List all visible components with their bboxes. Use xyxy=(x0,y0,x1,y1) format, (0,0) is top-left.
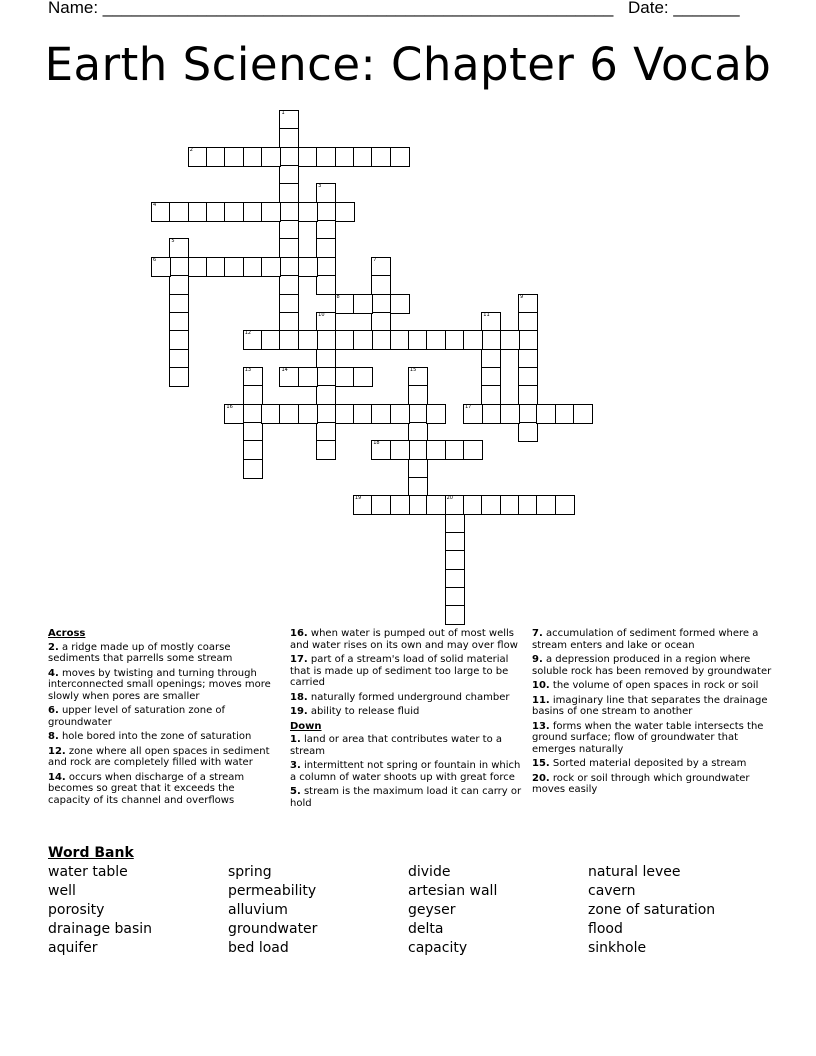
clue-number: 3 xyxy=(318,183,322,190)
crossword-cell[interactable] xyxy=(353,330,373,350)
crossword-cell[interactable] xyxy=(555,495,575,515)
crossword-cell[interactable] xyxy=(261,147,281,167)
clue-across-16: 16. when water is pumped out of most wells and water rises on its own and may over flow xyxy=(290,628,518,651)
crossword-cell[interactable] xyxy=(518,330,538,350)
crossword-cell[interactable] xyxy=(188,202,208,222)
clue-across-17: 17. part of a stream's load of solid material that is made up of sediment too large to be carried xyxy=(290,654,509,688)
crossword-cell[interactable] xyxy=(390,440,410,460)
crossword-cell[interactable] xyxy=(371,147,391,167)
crossword-cell[interactable] xyxy=(279,367,299,387)
crossword-cell[interactable] xyxy=(408,422,428,442)
name-field-label[interactable]: Name: ______________________________________________________ xyxy=(48,0,614,17)
word-bank-item: geyser xyxy=(408,902,456,918)
crossword-cell[interactable] xyxy=(518,349,538,369)
crossword-cell[interactable] xyxy=(445,569,465,589)
crossword-cell[interactable] xyxy=(169,330,189,350)
crossword-cell[interactable] xyxy=(518,312,538,332)
word-bank-item: natural levee xyxy=(588,864,681,880)
clue-number: 13 xyxy=(244,366,252,373)
clue-number: 16 xyxy=(226,403,233,410)
crossword-cell[interactable] xyxy=(316,422,336,442)
crossword-cell[interactable] xyxy=(353,404,373,424)
crossword-cell[interactable] xyxy=(481,349,501,369)
crossword-cell[interactable] xyxy=(445,550,465,570)
crossword-cell[interactable] xyxy=(408,459,428,479)
clue-number: 12 xyxy=(244,330,252,337)
word-bank-item: sinkhole xyxy=(588,940,647,956)
crossword-cell[interactable] xyxy=(298,367,318,387)
crossword-cell[interactable] xyxy=(224,202,244,222)
crossword-cell[interactable] xyxy=(279,165,299,185)
crossword-cell[interactable] xyxy=(169,275,189,295)
crossword-cell[interactable] xyxy=(169,238,189,258)
crossword-cell[interactable] xyxy=(353,495,373,515)
word-bank-list xyxy=(48,864,768,957)
crossword-cell[interactable] xyxy=(298,257,318,277)
crossword-cell[interactable] xyxy=(445,440,465,460)
crossword-cell[interactable] xyxy=(390,495,410,515)
crossword-cell[interactable] xyxy=(279,330,299,350)
crossword-cell[interactable] xyxy=(335,147,355,167)
clue-number: 15 xyxy=(409,366,417,373)
clue-down-20: 20. rock or soil through which groundwater moves easily xyxy=(532,772,750,795)
crossword-cell[interactable] xyxy=(243,330,263,350)
clue-number: 5 xyxy=(171,238,175,245)
crossword-cell[interactable] xyxy=(335,294,355,314)
crossword-cell[interactable] xyxy=(243,422,263,442)
clue-number: 19 xyxy=(354,495,362,502)
word-bank-item: bed load xyxy=(228,940,289,956)
crossword-cell[interactable] xyxy=(316,404,336,424)
clue-across-4: 4. moves by twisting and turning through interconnected small openings; moves more slowly when pores are smaller xyxy=(48,667,271,702)
crossword-cell[interactable] xyxy=(426,330,446,350)
crossword-cell[interactable] xyxy=(518,404,538,424)
word-bank-item: flood xyxy=(588,921,623,937)
word-bank-item: drainage basin xyxy=(48,921,153,937)
page-title: Earth Science: Chapter 6 Vocab xyxy=(44,38,772,91)
crossword-cell[interactable] xyxy=(316,440,336,460)
clue-number: 11 xyxy=(483,311,490,318)
clue-down-3: 3. intermittent not spring or fountain in which a column of water shoots up with great force xyxy=(290,760,521,783)
crossword-cell[interactable] xyxy=(463,440,483,460)
crossword-cell[interactable] xyxy=(500,330,520,350)
across-heading: Across xyxy=(48,628,86,639)
crossword-cell[interactable] xyxy=(518,385,538,405)
crossword-cell[interactable] xyxy=(408,495,428,515)
crossword-cell[interactable] xyxy=(206,257,226,277)
crossword-cell[interactable] xyxy=(371,404,391,424)
crossword-cell[interactable] xyxy=(481,404,501,424)
crossword-cell[interactable] xyxy=(243,385,263,405)
crossword-cell[interactable] xyxy=(243,440,263,460)
crossword-cell[interactable] xyxy=(151,202,171,222)
clue-across-8: 8. hole bored into the zone of saturation xyxy=(48,731,252,742)
word-bank-item: groundwater xyxy=(228,921,318,937)
crossword-cell[interactable] xyxy=(298,330,318,350)
clue-number: 1 xyxy=(281,110,285,116)
clue-number: 14 xyxy=(281,366,288,373)
crossword-cell[interactable] xyxy=(426,495,446,515)
crossword-cell[interactable] xyxy=(426,440,446,460)
crossword-cell[interactable] xyxy=(316,147,336,167)
word-bank-item: water table xyxy=(48,864,128,880)
crossword-cell[interactable] xyxy=(408,367,428,387)
crossword-cell[interactable] xyxy=(536,495,556,515)
crossword-cell[interactable] xyxy=(445,514,465,534)
crossword-cell[interactable] xyxy=(335,330,355,350)
crossword-cell[interactable] xyxy=(390,404,410,424)
crossword-cell[interactable] xyxy=(169,257,189,277)
crossword-cell[interactable] xyxy=(353,367,373,387)
crossword-cell[interactable] xyxy=(463,330,483,350)
clue-down-15: 15. Sorted material deposited by a stream xyxy=(532,758,747,769)
clue-across-14: 14. occurs when discharge of a stream becomes so great that it exceeds the capacity of its channel and overflows xyxy=(48,771,245,806)
clue-down-1: 1. land or area that contributes water to a stream xyxy=(290,734,503,757)
clue-number: 7 xyxy=(373,256,377,263)
crossword-cell[interactable] xyxy=(390,294,410,314)
crossword-cell[interactable] xyxy=(481,312,501,332)
crossword-cell[interactable] xyxy=(335,404,355,424)
word-bank-item: permeability xyxy=(228,883,317,899)
crossword-cell[interactable] xyxy=(151,257,171,277)
clue-across-18: 18. naturally formed underground chamber xyxy=(290,691,510,703)
crossword-cell[interactable] xyxy=(408,404,428,424)
word-bank-item: porosity xyxy=(48,902,105,918)
crossword-cell[interactable] xyxy=(243,459,263,479)
crossword-cell[interactable] xyxy=(224,404,244,424)
crossword-cell[interactable] xyxy=(371,257,391,277)
crossword-cell[interactable] xyxy=(279,312,299,332)
crossword-cell[interactable] xyxy=(279,220,299,240)
word-bank-item: cavern xyxy=(588,883,636,899)
word-bank-item: alluvium xyxy=(228,902,288,918)
crossword-cell[interactable] xyxy=(298,404,318,424)
clues-column-3 xyxy=(532,628,772,799)
crossword-cell[interactable] xyxy=(316,367,336,387)
crossword-cell[interactable] xyxy=(279,110,299,130)
crossword-cell[interactable] xyxy=(463,495,483,515)
crossword-cell[interactable] xyxy=(224,257,244,277)
crossword-cell[interactable] xyxy=(481,385,501,405)
down-heading: Down xyxy=(290,720,322,732)
word-bank-title: Word Bank xyxy=(48,845,134,861)
crossword-cell[interactable] xyxy=(243,367,263,387)
crossword-cell[interactable] xyxy=(261,330,281,350)
crossword-cell[interactable] xyxy=(555,404,575,424)
crossword-cell[interactable] xyxy=(243,257,263,277)
crossword-cell[interactable] xyxy=(279,275,299,295)
crossword-cell[interactable] xyxy=(445,605,465,625)
date-field-label[interactable]: Date: _______ xyxy=(628,0,740,17)
crossword-cell[interactable] xyxy=(316,220,336,240)
clue-across-2: 2. a ridge made up of mostly coarse sediments that parrells some stream xyxy=(48,641,233,664)
crossword-cell[interactable] xyxy=(573,404,593,424)
crossword-cell[interactable] xyxy=(279,404,299,424)
crossword-cell[interactable] xyxy=(206,202,226,222)
crossword-cell[interactable] xyxy=(243,147,263,167)
crossword-cell[interactable] xyxy=(335,367,355,387)
crossword-cell[interactable] xyxy=(335,202,355,222)
clue-number: 8 xyxy=(336,293,340,300)
word-bank-item: well xyxy=(48,883,76,899)
crossword-cell[interactable] xyxy=(481,367,501,387)
crossword-cell[interactable] xyxy=(371,440,391,460)
crossword-cell[interactable] xyxy=(243,202,263,222)
crossword-cell[interactable] xyxy=(316,238,336,258)
crossword-cell[interactable] xyxy=(353,294,373,314)
crossword-cell[interactable] xyxy=(316,202,336,222)
clue-down-10: 10. the volume of open spaces in rock or soil xyxy=(532,680,759,691)
crossword-cell[interactable] xyxy=(316,312,336,332)
clue-down-5: 5. stream is the maximum load it can carry or hold xyxy=(290,786,522,809)
crossword-cell[interactable] xyxy=(371,495,391,515)
crossword-cell[interactable] xyxy=(481,495,501,515)
crossword-cell[interactable] xyxy=(298,147,318,167)
crossword-cell[interactable] xyxy=(390,147,410,167)
crossword-cell[interactable] xyxy=(169,367,189,387)
word-bank-item: capacity xyxy=(408,940,468,956)
clue-down-11: 11. imaginary line that separates the drainage basins of one stream to another xyxy=(532,694,768,717)
crossword-cell[interactable] xyxy=(371,275,391,295)
word-bank-item: divide xyxy=(408,864,451,880)
crossword-cell[interactable] xyxy=(371,294,391,314)
crossword-cell[interactable] xyxy=(536,404,556,424)
crossword-cell[interactable] xyxy=(243,404,263,424)
clue-across-12: 12. zone where all open spaces in sediment and rock are completely filled with water xyxy=(48,745,270,768)
crossword-cell[interactable] xyxy=(316,257,336,277)
crossword-cell[interactable] xyxy=(279,147,299,167)
crossword-cell[interactable] xyxy=(518,294,538,314)
crossword-cell[interactable] xyxy=(500,495,520,515)
clue-number: 10 xyxy=(318,311,325,318)
crossword-cell[interactable] xyxy=(261,404,281,424)
crossword-cell[interactable] xyxy=(371,312,391,332)
crossword-cell[interactable] xyxy=(279,183,299,203)
crossword-cell[interactable] xyxy=(298,202,318,222)
word-bank-item: artesian wall xyxy=(408,883,498,899)
crossword-cell[interactable] xyxy=(316,330,336,350)
crossword-cell[interactable] xyxy=(518,495,538,515)
clues-column-1 xyxy=(48,628,278,809)
crossword-cell[interactable] xyxy=(224,147,244,167)
crossword-cell[interactable] xyxy=(206,147,226,167)
clue-number: 4 xyxy=(153,201,157,208)
crossword-cell[interactable] xyxy=(316,275,336,295)
crossword-cell[interactable] xyxy=(279,128,299,148)
crossword-cell[interactable] xyxy=(518,367,538,387)
clue-number: 18 xyxy=(373,440,380,447)
crossword-cell[interactable] xyxy=(169,294,189,314)
crossword-cell[interactable] xyxy=(188,257,208,277)
clue-number: 6 xyxy=(153,256,157,263)
crossword-cell[interactable] xyxy=(169,349,189,369)
crossword-cell[interactable] xyxy=(371,330,391,350)
clue-across-19: 19. ability to release fluid xyxy=(290,706,420,717)
crossword-cell[interactable] xyxy=(169,312,189,332)
clue-across-6: 6. upper level of saturation zone of groundwater xyxy=(48,705,226,728)
crossword-cell[interactable] xyxy=(445,330,465,350)
crossword-cell[interactable] xyxy=(408,440,428,460)
crossword-cell[interactable] xyxy=(169,202,189,222)
crossword-cell[interactable] xyxy=(261,257,281,277)
clue-number: 2 xyxy=(189,146,193,153)
crossword-cell[interactable] xyxy=(408,330,428,350)
clue-number: 20 xyxy=(446,495,453,502)
crossword-cell[interactable] xyxy=(481,330,501,350)
word-bank-item: spring xyxy=(228,864,272,880)
crossword-cell[interactable] xyxy=(279,257,299,277)
word-bank-item: delta xyxy=(408,921,444,937)
word-bank xyxy=(48,845,768,957)
crossword-cell[interactable] xyxy=(353,147,373,167)
crossword-cell[interactable] xyxy=(463,404,483,424)
clue-number: 17 xyxy=(464,403,472,410)
word-bank-item: zone of saturation xyxy=(588,902,716,918)
crossword-cell[interactable] xyxy=(316,183,336,203)
clue-down-9: 9. a depression produced in a region where soluble rock has been removed by groundwater xyxy=(532,654,772,677)
crossword-cell[interactable] xyxy=(390,330,410,350)
clue-down-7: 7. accumulation of sediment formed where a stream enters and lake or ocean xyxy=(532,628,759,651)
clue-down-13: 13. forms when the water table intersects the ground surface; flow of groundwater that emerges naturally xyxy=(532,720,764,755)
crossword-cell[interactable] xyxy=(279,294,299,314)
crossword-cell[interactable] xyxy=(445,587,465,607)
crossword-cell[interactable] xyxy=(500,404,520,424)
clue-number: 9 xyxy=(520,293,524,300)
crossword-cell[interactable] xyxy=(279,202,299,222)
crossword-cell[interactable] xyxy=(408,477,428,497)
crossword-cell[interactable] xyxy=(426,404,446,424)
crossword-cell[interactable] xyxy=(445,532,465,552)
crossword-cell[interactable] xyxy=(408,385,428,405)
clues-column-2 xyxy=(290,628,522,812)
crossword-cell[interactable] xyxy=(188,147,208,167)
crossword-cell[interactable] xyxy=(316,385,336,405)
crossword-cell[interactable] xyxy=(261,202,281,222)
crossword-cell[interactable] xyxy=(279,238,299,258)
crossword-cell[interactable] xyxy=(518,422,538,442)
word-bank-item: aquifer xyxy=(48,940,98,956)
crossword-cell[interactable] xyxy=(445,495,465,515)
crossword-cell[interactable] xyxy=(316,349,336,369)
